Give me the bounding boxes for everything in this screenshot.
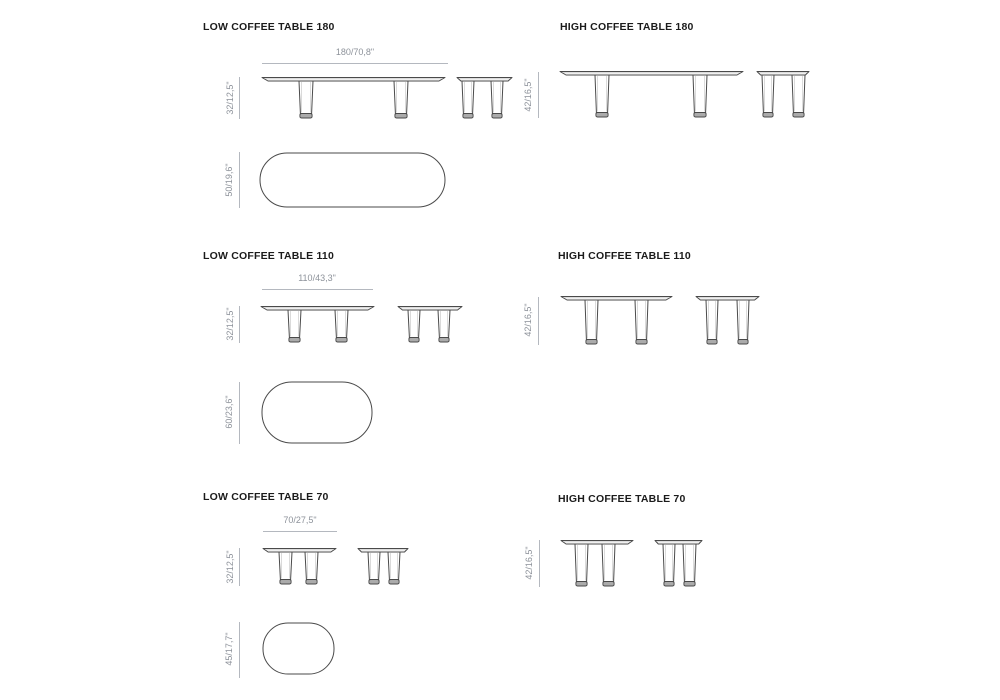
low-110-side-elevation-drawing xyxy=(256,305,380,347)
height-dimension-label-low-70: 32/12,5" xyxy=(225,550,235,584)
high-110-side-elevation-drawing xyxy=(556,295,678,348)
low-70-end-elevation-drawing xyxy=(354,547,414,589)
depth-dimension-label-low-180: 50/19,6" xyxy=(224,163,234,197)
width-dimension-line-low-180 xyxy=(262,63,448,64)
section-title-low-110: LOW COFFEE TABLE 110 xyxy=(203,250,334,262)
section-title-low-70: LOW COFFEE TABLE 70 xyxy=(203,491,329,503)
high-70-side-elevation-drawing xyxy=(556,539,640,592)
low-70-top-view-drawing xyxy=(257,619,341,681)
height-dimension-line-high-110 xyxy=(538,297,539,345)
section-title-high-70: HIGH COFFEE TABLE 70 xyxy=(558,493,686,505)
section-title-low-180: LOW COFFEE TABLE 180 xyxy=(203,21,335,33)
low-110-top-view-drawing xyxy=(256,379,380,447)
depth-dimension-label-low-70: 45/17,7" xyxy=(224,632,234,666)
height-dimension-line-high-70 xyxy=(539,540,540,587)
height-dimension-label-high-180: 42/16,5" xyxy=(523,78,533,112)
low-180-end-elevation-drawing xyxy=(453,76,517,122)
width-dimension-label-low-70: 70/27,5" xyxy=(283,515,317,525)
height-dimension-line-low-180 xyxy=(239,77,240,119)
width-dimension-label-low-110: 110/43,3" xyxy=(298,273,336,283)
section-title-high-180: HIGH COFFEE TABLE 180 xyxy=(560,21,694,33)
low-70-side-elevation-drawing xyxy=(257,547,341,589)
depth-dimension-line-low-70 xyxy=(239,622,240,678)
high-110-end-elevation-drawing xyxy=(692,295,766,348)
height-dimension-line-low-70 xyxy=(239,548,240,586)
height-dimension-line-high-180 xyxy=(538,72,539,118)
high-70-end-elevation-drawing xyxy=(650,539,712,592)
height-dimension-label-high-110: 42/16,5" xyxy=(523,303,533,337)
width-dimension-label-low-180: 180/70,8" xyxy=(335,47,375,57)
width-dimension-line-low-110 xyxy=(262,289,373,290)
depth-dimension-line-low-180 xyxy=(239,152,240,208)
depth-dimension-line-low-110 xyxy=(239,382,240,444)
height-dimension-label-low-110: 32/12,5" xyxy=(225,307,235,341)
low-110-end-elevation-drawing xyxy=(394,305,470,347)
height-dimension-label-high-70: 42/16,5" xyxy=(524,546,534,580)
depth-dimension-label-low-110: 60/23,6" xyxy=(224,395,234,429)
height-dimension-label-low-180: 32/12,5" xyxy=(225,81,235,115)
section-title-high-110: HIGH COFFEE TABLE 110 xyxy=(558,250,691,262)
low-180-top-view-drawing xyxy=(256,150,450,212)
high-180-end-elevation-drawing xyxy=(753,70,813,122)
width-dimension-line-low-70 xyxy=(263,531,337,532)
height-dimension-line-low-110 xyxy=(239,306,240,343)
low-180-side-elevation-drawing xyxy=(256,76,450,122)
high-180-side-elevation-drawing xyxy=(554,70,750,122)
